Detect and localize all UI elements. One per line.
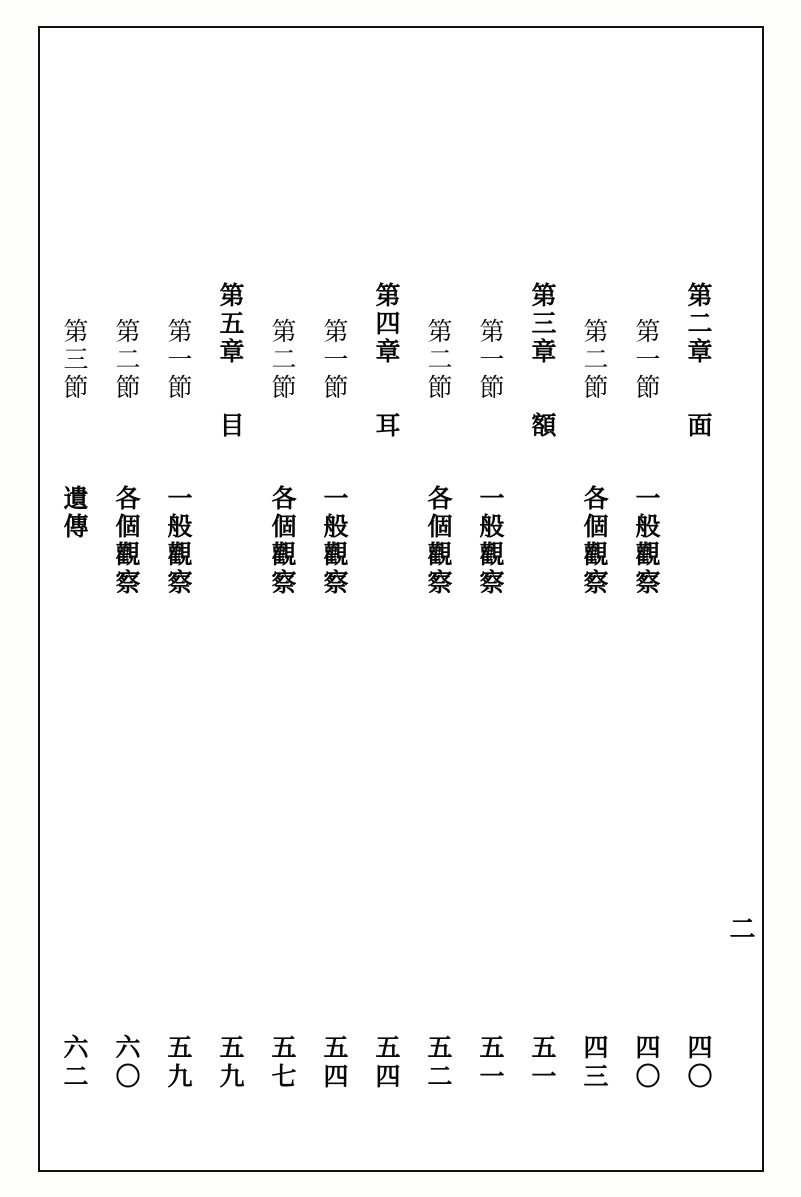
section-title: 各個觀察 [268,485,297,597]
toc-section-entry[interactable] [166,30,218,1130]
page-number: 五九 [216,1034,245,1092]
page-number: 五四 [320,1034,349,1092]
toc-section-entry[interactable] [634,30,686,1130]
chapter-label: 第五章 [216,282,245,366]
toc-section-entry[interactable] [62,30,114,1130]
toc-section-entry[interactable] [114,30,166,1130]
chapter-label: 第四章 [372,282,401,366]
page-number: 五二 [424,1034,453,1092]
section-label: 第三節 [60,318,89,402]
toc-chapter-entry[interactable] [686,30,738,1130]
toc-section-entry[interactable] [270,30,322,1130]
page-number: 五四 [372,1034,401,1092]
page-number: 五九 [164,1034,193,1092]
section-label: 第一節 [632,318,661,402]
section-label: 第二節 [268,318,297,402]
section-title: 各個觀察 [580,485,609,597]
toc-section-entry[interactable] [478,30,530,1130]
section-title: 各個觀察 [112,485,141,597]
toc-section-entry[interactable] [582,30,634,1130]
section-label: 第二節 [112,318,141,402]
page-number: 四〇 [684,1034,713,1092]
page-number: 五七 [268,1034,297,1092]
section-label: 第一節 [476,318,505,402]
toc-section-entry[interactable] [426,30,478,1130]
toc-chapter-entry[interactable] [218,30,270,1130]
chapter-region-label: 目 [216,412,245,440]
folio-number: 二 [725,915,755,943]
page-number: 五一 [528,1034,557,1092]
chapter-region-label: 耳 [372,412,401,440]
toc-chapter-entry[interactable] [530,30,582,1130]
page-number: 五一 [476,1034,505,1092]
section-label: 第二節 [580,318,609,402]
section-title: 遺傳 [60,485,89,541]
section-label: 第一節 [320,318,349,402]
section-title: 一般觀察 [476,485,505,597]
section-title: 一般觀察 [632,485,661,597]
chapter-label: 第二章 [684,282,713,366]
section-label: 第一節 [164,318,193,402]
page-number: 四三 [580,1034,609,1092]
page-number: 四〇 [632,1034,661,1092]
page-number: 六二 [60,1034,89,1092]
chapter-region-label: 面 [684,412,713,440]
section-label: 第二節 [424,318,453,402]
page-number: 六〇 [112,1034,141,1092]
toc-section-entry[interactable] [322,30,374,1130]
table-of-contents [40,30,760,1170]
section-title: 各個觀察 [424,485,453,597]
toc-chapter-entry[interactable] [374,30,426,1130]
section-title: 一般觀察 [320,485,349,597]
section-title: 一般觀察 [164,485,193,597]
chapter-region-label: 額 [528,412,557,440]
chapter-label: 第三章 [528,282,557,366]
